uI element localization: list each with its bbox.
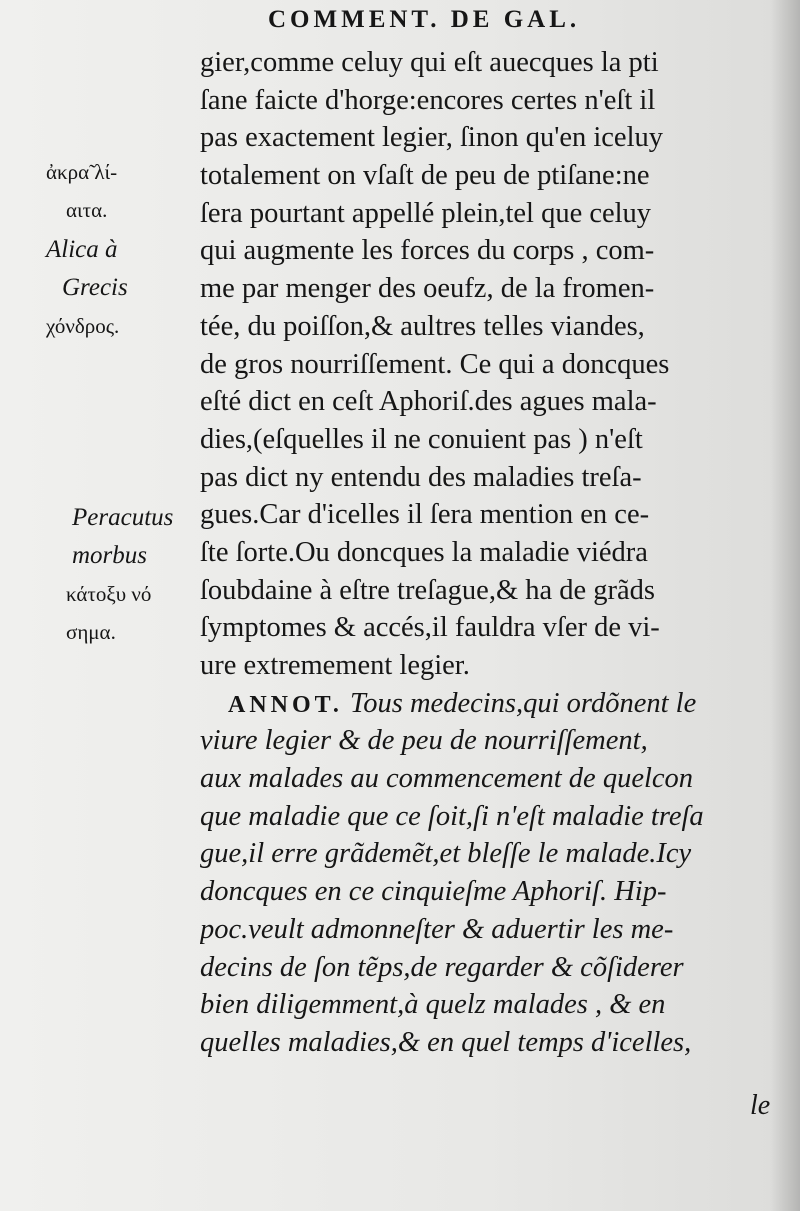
main-text: [200, 44, 772, 1062]
text-line: ſane faicte d'horge:encores certes n'eſt il: [200, 84, 656, 116]
text-line: eſté dict en ceſt Aphoriſ.des agues mala-: [200, 386, 657, 418]
annotation-line: aux malades au commencement de quelcon: [200, 763, 694, 795]
annotation-first-line: [200, 685, 772, 723]
catchword: le: [750, 1090, 771, 1121]
text-line: pas exactement legier, ſinon qu'en iceluy: [200, 122, 663, 154]
annotation-line: bien diligemment,à quelz malades , & en: [200, 989, 666, 1021]
annotation-text: Tous medecins,qui ordõnent le: [350, 687, 697, 719]
margin-note-morbus: morbus: [72, 542, 148, 569]
text-line: totalement on vſaſt de peu de ptiſane:ne: [200, 160, 650, 192]
margin-note-peracutus: Peracutus: [72, 504, 174, 531]
text-line: ſoubdaine à eſtre treſague,& ha de grãds: [200, 574, 656, 606]
text-line: ſera pourtant appellé plein,tel que celuy: [200, 197, 652, 229]
annotation-line: quelles maladies,& en quel temps d'icelles,: [200, 1026, 692, 1058]
text-line: dies,(eſquelles il ne conuient pas ) n'eſt: [200, 423, 643, 455]
text-line: pas dict ny entendu des maladies treſa-: [200, 461, 642, 493]
text-line: ure extremement legier.: [200, 650, 470, 681]
margin-note-alica: Alica à: [46, 236, 118, 263]
margin-note-greek-4: κάτοξυ νό: [66, 582, 152, 606]
annotation-label: ANNOT.: [228, 691, 343, 718]
annotation-line: que maladie que ce ſoit,ſi n'eſt maladie treſa: [200, 800, 704, 832]
margin-note-greek-1: ἀκρα̃ λί-: [46, 160, 118, 184]
annotation-line: decins de ſon tẽps,de regarder & cõſiderer: [200, 951, 684, 983]
margin-note-greek-5: σημα.: [66, 620, 116, 644]
annotation-line: viure legier & de peu de nourriſſement,: [200, 725, 648, 757]
running-header: COMMENT. DE GAL.: [268, 6, 581, 33]
text-line: tée, du poiſſon,& aultres telles viandes,: [200, 310, 645, 342]
text-line: gues.Car d'icelles il ſera mention en ce-: [200, 499, 650, 531]
margin-note-greek-3: χόνδρος.: [46, 314, 120, 338]
annotation-line: gue,il erre grãdemẽt,et bleſſe le malade.Icy: [200, 838, 692, 870]
margin-note-greek-2: αιτα.: [66, 198, 108, 222]
annotation-line: doncques en ce cinquieſme Aphoriſ. Hip-: [200, 876, 667, 908]
text-line: ſte ſorte.Ou doncques la maladie viédra: [200, 536, 648, 568]
text-line: me par menger des oeufz, de la fromen-: [200, 273, 655, 305]
text-line: gier,comme celuy qui eſt auecques la pti: [200, 47, 659, 78]
margin-note-grecis: Grecis: [62, 274, 128, 301]
annotation-line: poc.veult admonneſter & aduertir les me-: [200, 913, 674, 945]
text-line: de gros nourriſſement. Ce qui a doncques: [200, 348, 670, 380]
text-line: qui augmente les forces du corps , com-: [200, 235, 655, 267]
text-line: ſymptomes & accés,il fauldra vſer de vi-: [200, 612, 660, 644]
